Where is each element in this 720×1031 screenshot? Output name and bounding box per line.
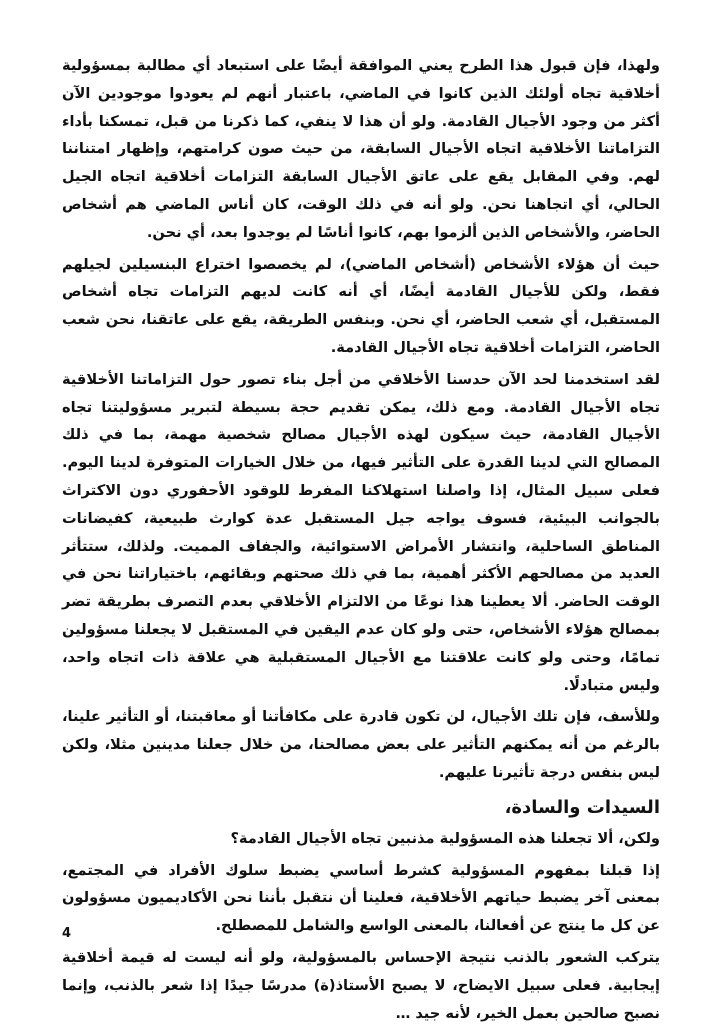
paragraph: وللأسف، فإن تلك الأجيال، لن تكون قادرة على مكافأتنا أو معاقبتنا، أو التأثير علينا، بالرغم من أنه يمكنهم التأثير على بعض مصالحنا، من خلال جعلنا مدينين مثلا، ولكن ليس بنفس درجة تأثيرنا عليهم. (62, 708, 660, 781)
paragraph: يتركب الشعور بالذنب نتيجة الإحساس بالمسؤولية، ولو أنه ليست له قيمة أخلاقية إيجابية. فعلى سبيل الايضاح، لا يصبح الأستاذ(ة) مدرسًا جيدًا إذا شعر بالذنب، وإنما نصبح صالحين بعمل الخير، لأنه جيد … (62, 948, 660, 1022)
paragraph: ولهذا، فإن قبول هذا الطرح يعني الموافقة أيضًا على استبعاد أي مطالبة بمسؤولية أخلاقية تجاه أولئك الذين كانوا في الماضي، باعتبار أنهم لم يعودوا موجودين الآن أكثر من وجود الأجيال القادمة. ولو أن هذا لا ينفي، كما ذكرنا من قبل، تمسكنا بأداء التزاماتنا الأخلاقية اتجاه الأجيال السابقة، من حيث صون كرامتهم، وإظهار امتناننا لهم. وفي المقابل يقع على عاتق الأجيال السابقة التزامات أخلاقية اتجاه الجيل الحالي، أي اتجاهنا نحن. ولو أنه في ذلك الوقت، كان أناس الماضي هم أشخاص الحاضر، والأشخاص الذين ألزموا بهم، كانوا أناسًا لم يوجدوا بعد، أي نحن. (62, 57, 660, 241)
section-heading: السيدات والسادة، (504, 796, 660, 818)
body-text (62, 52, 660, 1031)
page-number: 4 (62, 926, 72, 941)
paragraph: لقد استخدمنا لحد الآن حدسنا الأخلاقي من أجل بناء تصور حول التزاماتنا الأخلاقية تجاه الأجيال القادمة. ومع ذلك، يمكن تقديم حجة بسيطة لتبرير مسؤوليتنا تجاه الأجيال القادمة، حيث سيكون لهذه الأجيال مصالح شخصية مهمة، بما في ذلك المصالح التي لدينا القدرة على التأثير فيها، من خلال الخيارات المتوفرة لدينا اليوم. فعلى سبيل المثال، إذا واصلنا استهلاكنا المفرط للوقود الأحفوري دون الاكتراث بالجوانب البيئية، فسوف يواجه جيل المستقبل عدة كوارث طبيعية، كفيضانات المناطق الساحلية، وانتشار الأمراض الاستوائية، والجفاف المميت. ولذلك، ستتأثر العديد من مصالحهم الأكثر أهمية، بما في ذلك صحتهم وبقائهم، باختياراتنا نحن في الوقت الحاضر. ألا يعطينا هذا نوعًا من الالتزام الأخلاقي بعدم التصرف بطريقة تضر بمصالح هؤلاء الأشخاص، حتى ولو كان عدم اليقين في المستقبل لا يجعلنا مسؤولين تمامًا، وحتى ولو كانت علاقتنا مع الأجيال المستقبلية هي علاقة ذات اتجاه واحد، وليس متبادلًا. (62, 370, 660, 694)
paragraph: حيث أن هؤلاء الأشخاص (أشخاص الماضي)، لم يخصصوا اختراع البنسيلين لجيلهم فقط، ولكن للأجيال القادمة أيضًا، أي أنه كانت لديهم التزامات تجاه أشخاص المستقبل، أي شعب الحاضر، أي نحن. وبنفس الطريقة، يقع على عاتقنا، نحن شعب الحاضر، التزامات أخلاقية تجاه الأجيال القادمة. (62, 255, 660, 356)
paragraph: إذا قبلنا بمفهوم المسؤولية كشرط أساسي يضبط سلوك الأفراد في المجتمع، بمعنى آخر يضبط حياتهم الأخلاقية، فعلينا أن نتقبل بأننا نحن الأكاديميون مسؤولون عن كل ما ينتج عن أفعالنا، بالمعنى الواسع والشامل للمصطلح. (62, 861, 660, 935)
paragraph: ولكن، ألا تجعلنا هذه المسؤولية مذنبين تجاه الأجيال القادمة؟ (230, 829, 660, 847)
